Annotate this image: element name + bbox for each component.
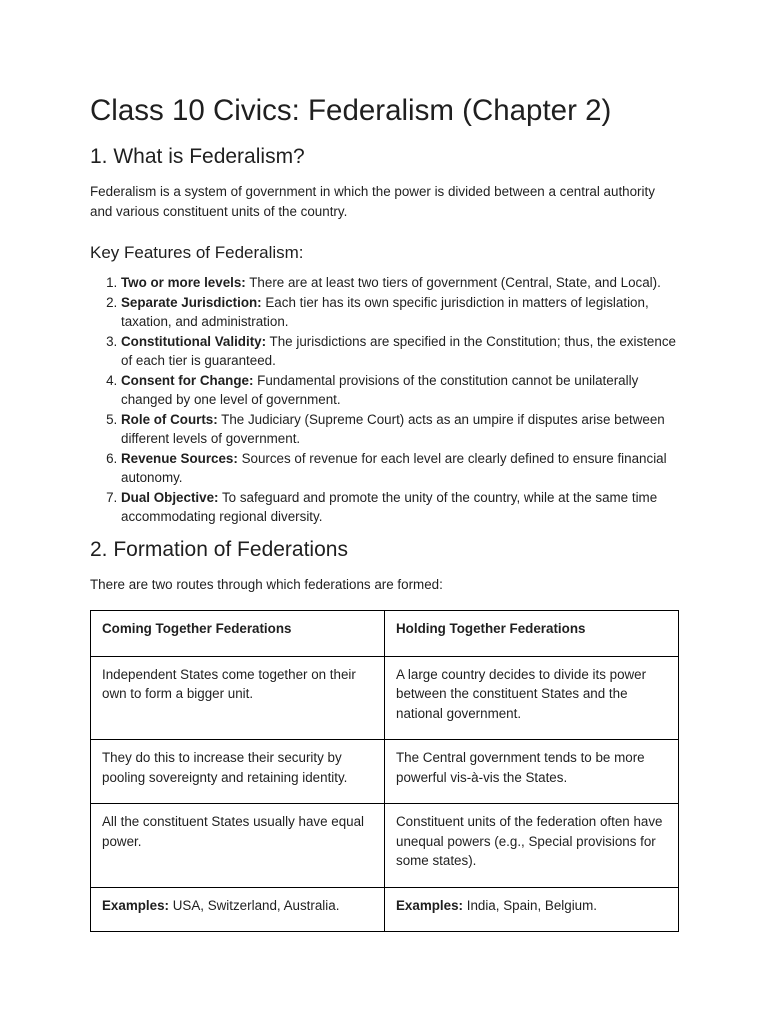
key-features-heading: Key Features of Federalism: [90,243,304,262]
table-cell: They do this to increase their security by pooling sovereignty and retaining identity. [91,740,385,804]
feature-term: Role of Courts: [121,411,218,427]
federations-comparison-table [90,610,679,932]
examples-label: Examples: [102,897,169,913]
table-cell: Independent States come together on their own to form a bigger unit. [91,656,385,740]
document-content [90,92,680,932]
feature-term: Separate Jurisdiction: [121,294,262,310]
list-item [121,293,680,332]
table-cell-examples [385,887,679,932]
section-heading-what-is-federalism: 1. What is Federalism? [90,145,305,168]
table-row-examples [91,887,679,932]
document-title: Class 10 Civics: Federalism (Chapter 2) [90,94,612,127]
table-cell: All the constituent States usually have equal power. [91,804,385,888]
list-item [121,410,680,449]
table-row [91,656,679,740]
examples-text: USA, Switzerland, Australia. [169,897,340,913]
column-header-holding-together: Holding Together Federations [385,611,679,657]
list-item [121,488,680,527]
table-cell: A large country decides to divide its power between the constituent States and the national government. [385,656,679,740]
formation-intro: There are two routes through which federations are formed: [90,576,443,592]
federalism-definition: Federalism is a system of government in which the power is divided between a central authority and various constituent units of the country. [90,184,655,219]
feature-text: To safeguard and promote the unity of the country, while at the same time accommodating regional diversity. [121,489,658,524]
feature-text: Fundamental provisions of the constitution cannot be unilaterally changed by one level of government. [121,372,639,407]
examples-label: Examples: [396,897,463,913]
list-item [121,273,680,293]
feature-text: The Judiciary (Supreme Court) acts as an umpire if disputes arise between different levels of government. [121,411,665,446]
table-cell: The Central government tends to be more powerful vis-à-vis the States. [385,740,679,804]
feature-text: There are at least two tiers of government (Central, State, and Local). [245,275,661,290]
list-item [121,371,680,410]
table-header-row [91,611,679,657]
list-item [121,332,680,371]
feature-text: Sources of revenue for each level are clearly defined to ensure financial autonomy. [121,450,667,485]
feature-term: Consent for Change: [121,372,254,388]
feature-term: Two or more levels: [121,275,246,290]
examples-text: India, Spain, Belgium. [463,897,597,913]
feature-text: Each tier has its own specific jurisdiction in matters of legislation, taxation, and administration. [121,294,649,329]
column-header-coming-together: Coming Together Federations [91,611,385,657]
table-cell-examples [91,887,385,932]
table-row [91,804,679,888]
feature-term: Dual Objective: [121,489,219,505]
feature-text: The jurisdictions are specified in the Constitution; thus, the existence of each tier is guaranteed. [121,333,676,368]
feature-term: Revenue Sources: [121,450,238,466]
feature-term: Constitutional Validity: [121,333,267,349]
table-cell: Constituent units of the federation often have unequal powers (e.g., Special provisions for some states). [385,804,679,888]
section-heading-formation-of-federations: 2. Formation of Federations [90,537,348,561]
key-features-list [90,273,680,527]
list-item [121,449,680,488]
table-row [91,740,679,804]
